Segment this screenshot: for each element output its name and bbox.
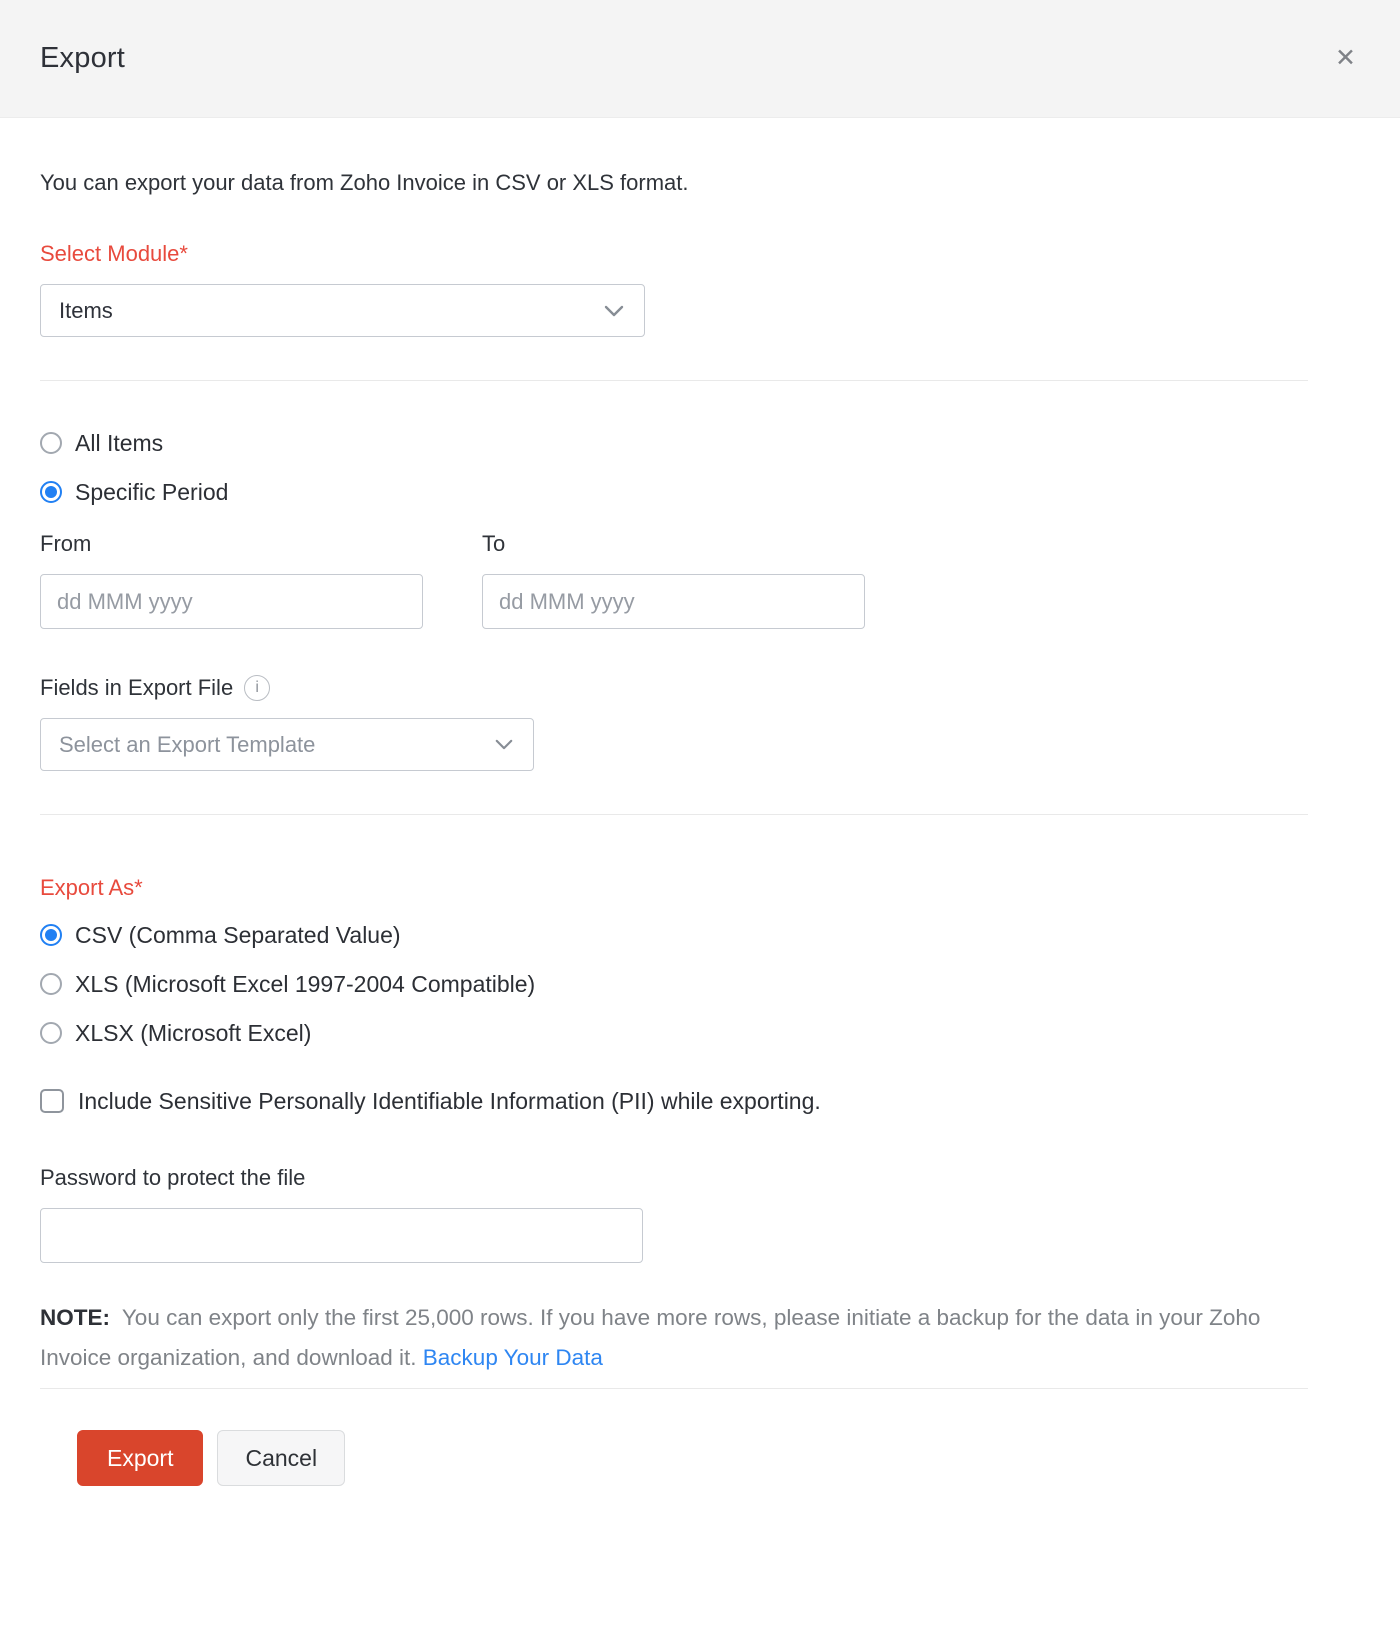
chevron-down-icon	[604, 305, 624, 317]
dialog-body	[0, 170, 1400, 1486]
note-body: You can export only the first 25,000 rows. If you have more rows, please initiate a backup for the data in your Zoho Invoice organization, and download it.	[40, 1305, 1261, 1370]
info-icon[interactable]: i	[244, 675, 270, 701]
radio-label-specific-period[interactable]: Specific Period	[75, 478, 229, 505]
note-prefix: NOTE:	[40, 1305, 110, 1330]
export-as-label: Export As*	[40, 875, 143, 900]
radio-xls[interactable]	[40, 970, 1360, 998]
fields-in-export-row	[40, 675, 1360, 701]
radio-xlsx[interactable]	[40, 1019, 1360, 1047]
radio-label-xlsx[interactable]: XLSX (Microsoft Excel)	[75, 1019, 312, 1046]
dialog-title: Export	[40, 42, 126, 74]
radio-label-all-items[interactable]: All Items	[75, 429, 164, 456]
divider	[40, 1388, 1308, 1389]
password-input[interactable]	[40, 1208, 643, 1263]
divider	[40, 380, 1308, 381]
radio-specific-period[interactable]	[40, 478, 1360, 506]
export-button[interactable]: Export	[77, 1430, 203, 1486]
radio-circle-csv[interactable]	[40, 924, 62, 946]
select-module-label: Select Module*	[40, 241, 188, 266]
pii-checkbox-label[interactable]: Include Sensitive Personally Identifiable Information (PII) while exporting.	[78, 1087, 821, 1114]
date-range-row	[40, 531, 1360, 629]
module-select[interactable]	[40, 284, 645, 337]
to-label: To	[482, 531, 506, 556]
pii-checkbox-row[interactable]	[40, 1087, 1360, 1115]
radio-label-xls[interactable]: XLS (Microsoft Excel 1997-2004 Compatible)	[75, 970, 536, 997]
export-template-placeholder: Select an Export Template	[59, 731, 316, 757]
cancel-button[interactable]: Cancel	[217, 1430, 345, 1486]
from-date-input[interactable]	[40, 574, 423, 629]
from-label: From	[40, 531, 92, 556]
from-date-column	[40, 531, 423, 629]
scope-radio-group	[40, 429, 1360, 506]
divider	[40, 814, 1308, 815]
intro-text: You can export your data from Zoho Invoice in CSV or XLS format.	[40, 170, 689, 195]
export-template-select[interactable]	[40, 718, 534, 771]
radio-circle-xlsx[interactable]	[40, 1022, 62, 1044]
action-button-row	[40, 1430, 1360, 1486]
dialog-header	[0, 0, 1400, 118]
to-date-input[interactable]	[482, 574, 865, 629]
format-radio-group	[40, 921, 1360, 1047]
radio-circle-specific-period[interactable]	[40, 481, 62, 503]
radio-circle-all-items[interactable]	[40, 432, 62, 454]
radio-csv[interactable]	[40, 921, 1360, 949]
radio-circle-xls[interactable]	[40, 973, 62, 995]
backup-your-data-link[interactable]: Backup Your Data	[422, 1345, 603, 1370]
pii-checkbox[interactable]	[40, 1089, 64, 1113]
radio-label-csv[interactable]: CSV (Comma Separated Value)	[75, 921, 401, 948]
fields-in-export-label: Fields in Export File	[40, 675, 234, 700]
radio-all-items[interactable]	[40, 429, 1360, 457]
close-icon[interactable]: ✕	[1335, 44, 1356, 72]
chevron-down-icon	[495, 739, 513, 750]
module-select-value: Items	[59, 297, 113, 323]
password-label: Password to protect the file	[40, 1165, 306, 1190]
note-text	[40, 1298, 1310, 1378]
to-date-column	[482, 531, 865, 629]
